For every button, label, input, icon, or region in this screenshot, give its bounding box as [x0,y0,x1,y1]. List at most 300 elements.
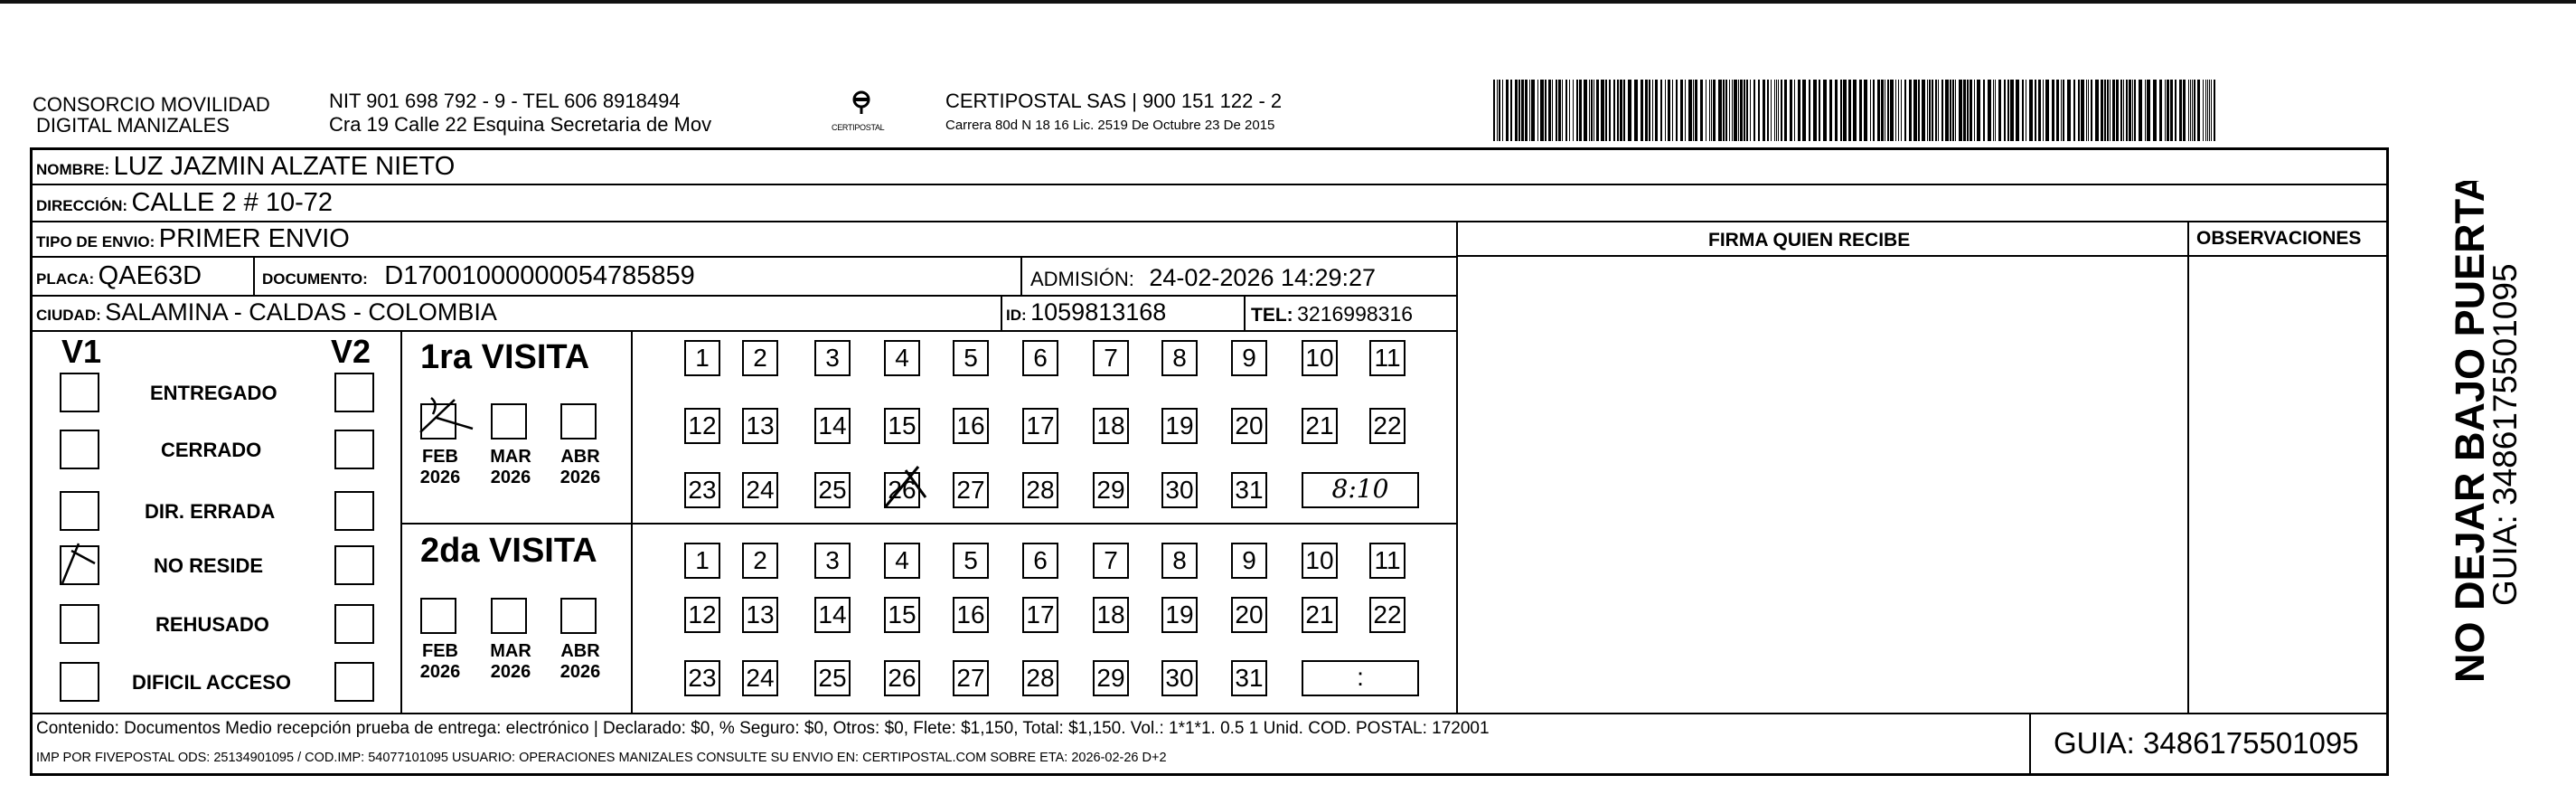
placa-value: QAE63D [98,261,202,290]
day-box[interactable] [953,543,989,579]
barcode-bar [1813,80,1817,141]
barcode-bar [1918,80,1920,141]
barcode-bar [1709,80,1710,141]
month-label: FEB [422,641,458,661]
nombre-label: NOMBRE: [36,161,110,178]
day-box[interactable] [1302,597,1338,633]
barcode-bar [2129,80,2131,141]
barcode-bar [1974,80,1975,141]
day-box[interactable] [1093,660,1129,696]
barcode-bar [2190,80,2191,141]
barcode-bar [2147,80,2150,141]
day-number: 17 [1026,411,1055,440]
v1-checkbox[interactable] [60,545,99,585]
barcode-bar [1778,80,1779,141]
barcode-bar [1576,80,1578,141]
rule [30,184,2389,185]
day-box[interactable] [814,543,851,579]
v1-checkbox[interactable] [60,662,99,702]
barcode-bar [1562,80,1563,141]
day-number: 4 [895,546,909,574]
barcode-bar [2007,80,2009,141]
day-box[interactable] [1302,543,1338,579]
day-box[interactable] [1369,543,1406,579]
barcode-bar [1525,80,1528,141]
barcode-bar [1887,80,1889,141]
barcode-bar [2112,80,2115,141]
day-box[interactable] [953,472,989,508]
day-box[interactable] [1369,408,1406,444]
day-number: 11 [1374,546,1401,574]
day-box[interactable] [953,597,989,633]
handwritten-check-icon [59,542,99,581]
day-box[interactable] [884,340,920,376]
day-box[interactable] [742,408,778,444]
barcode-bar [1753,80,1755,141]
barcode-bar [1784,80,1787,141]
day-box[interactable] [1093,597,1129,633]
barcode-bar [2126,80,2128,141]
day-box[interactable] [953,408,989,444]
barcode-bar [2016,80,2019,141]
day-box[interactable] [1369,597,1406,633]
barcode-bar [1668,80,1670,141]
time-box[interactable] [1302,472,1419,508]
company-name-line1: CONSORCIO MOVILIDAD [33,93,270,116]
day-number: 18 [1096,411,1125,440]
barcode-bar [1545,80,1547,141]
no-dejar-bajo-puerta-notice: NO DEJAR BAJO PUERTA [2447,181,2493,683]
tipo-envio-label: TIPO DE ENVIO: [36,233,155,250]
month-checkbox[interactable] [491,403,527,440]
barcode-bar [2179,80,2182,141]
placa-label: PLACA: [36,270,95,288]
day-box[interactable] [1093,340,1129,376]
day-box[interactable] [814,660,851,696]
day-number: 16 [956,600,985,629]
day-box[interactable] [1302,340,1338,376]
barcode-bar [2183,80,2186,141]
day-box[interactable] [684,408,720,444]
barcode-bar [2167,80,2169,141]
barcode-bar [1502,80,1503,141]
barcode-bar [2088,80,2089,141]
v2-checkbox[interactable] [334,662,374,702]
barcode-bar [1909,80,1912,141]
day-number: 30 [1165,664,1194,692]
day-number: 16 [956,411,985,440]
day-box[interactable] [1022,408,1058,444]
day-number: 7 [1104,546,1118,574]
barcode-bar [1767,80,1769,141]
barcode-bar [1529,80,1530,141]
day-box[interactable] [1093,408,1129,444]
month-checkbox[interactable] [420,598,456,634]
barcode-bar [2110,80,2111,141]
barcode-bar [1945,80,1949,141]
barcode-bar [2153,80,2157,141]
day-box[interactable] [884,597,920,633]
barcode-bar [1970,80,1972,141]
month-checkbox[interactable] [560,403,597,440]
day-number: 29 [1096,664,1125,692]
day-box[interactable] [742,543,778,579]
barcode-bar [1802,80,1806,141]
barcode-bar [2134,80,2136,141]
placa-row [36,261,202,291]
day-box[interactable] [684,597,720,633]
barcode-bar [1711,80,1712,141]
barcode-bar [1499,80,1500,141]
barcode-bar [1763,80,1765,141]
day-box[interactable] [742,597,778,633]
barcode-bar [2205,80,2206,141]
rule [1456,221,1458,714]
tel-label: TEL: [1251,305,1293,326]
barcode-bar [1983,80,1985,141]
rule [1244,295,1246,330]
barcode-bar [1738,80,1739,141]
day-number: 5 [964,546,978,574]
barcode-bar [1685,80,1686,141]
id-label: ID: [1006,307,1027,324]
day-number: 21 [1305,600,1334,629]
day-box[interactable] [684,472,720,508]
day-box[interactable] [1302,408,1338,444]
barcode-bar [1700,80,1703,141]
barcode-bar [2078,80,2080,141]
month-checkbox[interactable] [560,598,597,634]
day-box[interactable] [884,543,920,579]
barcode-bar [2043,80,2044,141]
barcode-bar [1506,80,1509,141]
v2-checkbox[interactable] [334,430,374,469]
documento-value: D17001000000054785859 [384,261,695,290]
rule [30,256,1458,258]
rule [30,713,2389,714]
barcode-bar [1988,80,1991,141]
barcode-bar [1579,80,1582,141]
footer-guia: GUIA: 3486175501095 [2054,726,2359,760]
barcode-bar [2107,80,2109,141]
day-number: 6 [1033,546,1048,574]
barcode-bar [1634,80,1638,141]
barcode-bar [1935,80,1937,141]
admision-label: ADMISIÓN: [1030,268,1134,290]
day-number: 28 [1026,476,1055,504]
day-number: 17 [1026,600,1055,629]
day-number: 28 [1026,664,1055,692]
second-visit-title: 2da VISITA [420,532,597,570]
day-box[interactable] [1022,660,1058,696]
barcode-bar [1558,80,1561,141]
day-number: 19 [1165,411,1194,440]
day-number: 22 [1373,411,1402,440]
day-box[interactable] [742,660,778,696]
barcode-bar [1641,80,1643,141]
day-number: 27 [956,664,985,692]
day-number: 23 [688,476,717,504]
day-number: 10 [1305,546,1334,574]
barcode-bar [2063,80,2064,141]
direccion-value: CALLE 2 # 10-72 [131,188,333,217]
barcode-bar [1609,80,1611,141]
first-visit-title: 1ra VISITA [420,338,590,376]
barcode-bar [2123,80,2124,141]
barcode-bar [1870,80,1871,141]
day-box[interactable] [1161,340,1198,376]
ciudad-row [36,298,497,326]
day-box[interactable] [884,660,920,696]
day-box[interactable] [1231,543,1267,579]
day-number: 4 [895,344,909,372]
barcode-bar [2132,80,2133,141]
barcode-bar [1693,80,1694,141]
day-number: 13 [746,411,775,440]
time-box[interactable] [1302,660,1419,696]
day-number: 30 [1165,476,1194,504]
day-box[interactable] [1022,543,1058,579]
day-box[interactable] [684,340,720,376]
status-label: REHUSADO [155,613,269,636]
barcode-bar [1732,80,1733,141]
day-number: 25 [818,476,847,504]
barcode-bar [2091,80,2092,141]
barcode-bar [2197,80,2200,141]
barcode-bar [1510,80,1512,141]
day-number: 21 [1305,411,1334,440]
day-box[interactable] [684,660,720,696]
month-checkbox[interactable] [420,403,456,440]
tipo-envio-value: PRIMER ENVIO [158,224,350,253]
day-number: 14 [818,600,847,629]
v1-checkbox[interactable] [60,430,99,469]
barcode-bar [2010,80,2014,141]
month-label: ABR [560,641,600,661]
day-box[interactable] [684,543,720,579]
rule [1020,256,1022,295]
barcode-bar [1589,80,1590,141]
barcode-bar [1672,80,1673,141]
barcode-bar [2120,80,2122,141]
barcode-bar [1601,80,1604,141]
courier-address: Carrera 80d N 18 16 Lic. 2519 De Octubre 23 De 2015 [945,118,1275,133]
barcode-bar [1620,80,1622,141]
day-number: 19 [1165,600,1194,629]
barcode-bar [2056,80,2059,141]
barcode-bar [2029,80,2033,141]
day-number: 29 [1096,476,1125,504]
day-box[interactable] [1161,472,1198,508]
day-number: 23 [688,664,717,692]
day-number: 26 [888,664,917,692]
day-box[interactable] [1161,543,1198,579]
barcode-bar [1758,80,1760,141]
day-box[interactable] [1231,340,1267,376]
barcode-bar [1521,80,1524,141]
barcode-bar [1995,80,1996,141]
day-box[interactable] [1231,472,1267,508]
day-box[interactable] [1022,340,1058,376]
footer-content-line: Contenido: Documentos Medio recepción prueba de entrega: electrónico | Declarado: $0, % Seguro: $0, Otros: $0, Flete: $1,150, Total: $1,150. Vol.: 1*1*1. 0.5 1 Unid. COD. POSTAL: 172001 [36,719,1490,738]
day-number: 15 [888,411,917,440]
rule [1458,255,2389,257]
day-number: 18 [1096,600,1125,629]
day-number: 26 [888,476,917,504]
day-box[interactable] [814,597,851,633]
handwritten-check-icon [418,392,482,438]
barcode-bar [1798,80,1800,141]
barcode-bar [2145,80,2146,141]
v2-checkbox[interactable] [334,373,374,412]
barcode-bar [1596,80,1599,141]
day-number: 15 [888,600,917,629]
day-box[interactable] [1093,472,1129,508]
courier-name: CERTIPOSTAL SAS | 900 151 122 - 2 [945,90,1283,112]
barcode-bar [1864,80,1867,141]
barcode-bar [1927,80,1928,141]
day-number: 8 [1172,344,1187,372]
v2-checkbox[interactable] [334,545,374,585]
time-value: 8:10 [1331,474,1389,504]
day-box[interactable] [1231,597,1267,633]
barcode-bar [1537,80,1538,141]
day-box[interactable] [742,340,778,376]
month-year: 2026 [559,468,601,487]
barcode-bar [1959,80,1962,141]
barcode-bar [1922,80,1925,141]
day-box[interactable] [814,408,851,444]
barcode-bar [1952,80,1954,141]
barcode-bar [1531,80,1535,141]
barcode-bar [2207,80,2208,141]
direccion-label: DIRECCIÓN: [36,197,128,214]
barcode-bar [2052,80,2054,141]
day-number: 12 [688,600,717,629]
day-box[interactable] [1161,597,1198,633]
barcode-bar [1913,80,1917,141]
ciudad-value: SALAMINA - CALDAS - COLOMBIA [105,298,497,326]
barcode [1493,80,2216,141]
barcode-bar [2209,80,2210,141]
v1-checkbox[interactable] [60,491,99,531]
month-caption [553,641,607,683]
side-guia: GUIA: 3486175501095 [2487,263,2524,606]
day-box[interactable] [1231,660,1267,696]
barcode-bar [2175,80,2176,141]
admision-value: 24-02-2026 14:29:27 [1149,264,1377,291]
barcode-bar [1932,80,1933,141]
day-box[interactable] [814,472,851,508]
barcode-bar [1955,80,1956,141]
barcode-bar [2038,80,2041,141]
barcode-bar [2022,80,2024,141]
v1-checkbox[interactable] [60,373,99,412]
barcode-bar [2192,80,2193,141]
barcode-bar [1840,80,1842,141]
day-number: 3 [825,344,840,372]
day-box[interactable] [1231,408,1267,444]
direccion-row [36,188,333,218]
day-number: 1 [695,344,710,372]
barcode-bar [1584,80,1587,141]
barcode-bar [1556,80,1557,141]
day-box[interactable] [1161,408,1198,444]
barcode-bar [1859,80,1862,141]
barcode-bar [1565,80,1567,141]
company-address: Cra 19 Calle 22 Esquina Secretaria de Mov [329,113,712,136]
day-box[interactable] [1022,472,1058,508]
day-box[interactable] [953,660,989,696]
v2-checkbox[interactable] [334,491,374,531]
barcode-bar [2045,80,2049,141]
rule [30,330,1458,332]
day-box[interactable] [1369,340,1406,376]
day-box[interactable] [742,472,778,508]
day-box[interactable] [814,340,851,376]
month-checkbox[interactable] [491,598,527,634]
v2-checkbox[interactable] [334,604,374,644]
barcode-bar [1809,80,1810,141]
barcode-bar [1774,80,1775,141]
barcode-bar [1628,80,1631,141]
day-number: 3 [825,546,840,574]
v1-header: V1 [61,333,102,370]
month-caption [413,447,467,488]
barcode-bar [1898,80,1899,141]
month-year: 2026 [419,468,461,487]
v1-checkbox[interactable] [60,604,99,644]
firma-header: FIRMA QUIEN RECIBE [1708,230,1911,250]
day-number: 1 [695,546,710,574]
barcode-bar [2104,80,2106,141]
barcode-bar [1853,80,1857,141]
tel-value: 3216998316 [1297,302,1414,326]
barcode-bar [2035,80,2036,141]
barcode-bar [1652,80,1653,141]
documento-label: DOCUMENTO: [262,270,368,288]
barcode-bar [1623,80,1625,141]
day-box[interactable] [1093,543,1129,579]
barcode-bar [1771,80,1772,141]
barcode-bar [1676,80,1678,141]
day-number: 20 [1235,411,1264,440]
rule [631,330,633,714]
day-box[interactable] [1022,597,1058,633]
day-box[interactable] [884,472,920,508]
day-number: 11 [1374,344,1401,372]
month-caption [413,641,467,683]
tipo-envio-row [36,224,350,254]
month-label: FEB [422,447,458,467]
barcode-bar [1873,80,1875,141]
day-box[interactable] [953,340,989,376]
barcode-bar [1617,80,1619,141]
logo-text: CERTIPOSTAL [832,123,885,132]
barcode-bar [1569,80,1570,141]
certipostal-logo [830,87,893,141]
month-caption [553,447,607,488]
status-label: NO RESIDE [154,554,264,577]
admision-row [1030,264,1376,292]
footer-print-line: IMP POR FIVEPOSTAL ODS: 25134901095 / COD.IMP: 54077101095 USUARIO: OPERACIONES MANIZALES CONSULTE SU ENVIO EN: CERTIPOSTAL.COM SOBRE ETA: 2026-02-26 D+2 [36,751,1167,765]
barcode-bar [1591,80,1593,141]
rule [400,330,402,714]
day-box[interactable] [1161,660,1198,696]
barcode-bar [2067,80,2071,141]
barcode-bar [1665,80,1666,141]
day-box[interactable] [884,408,920,444]
